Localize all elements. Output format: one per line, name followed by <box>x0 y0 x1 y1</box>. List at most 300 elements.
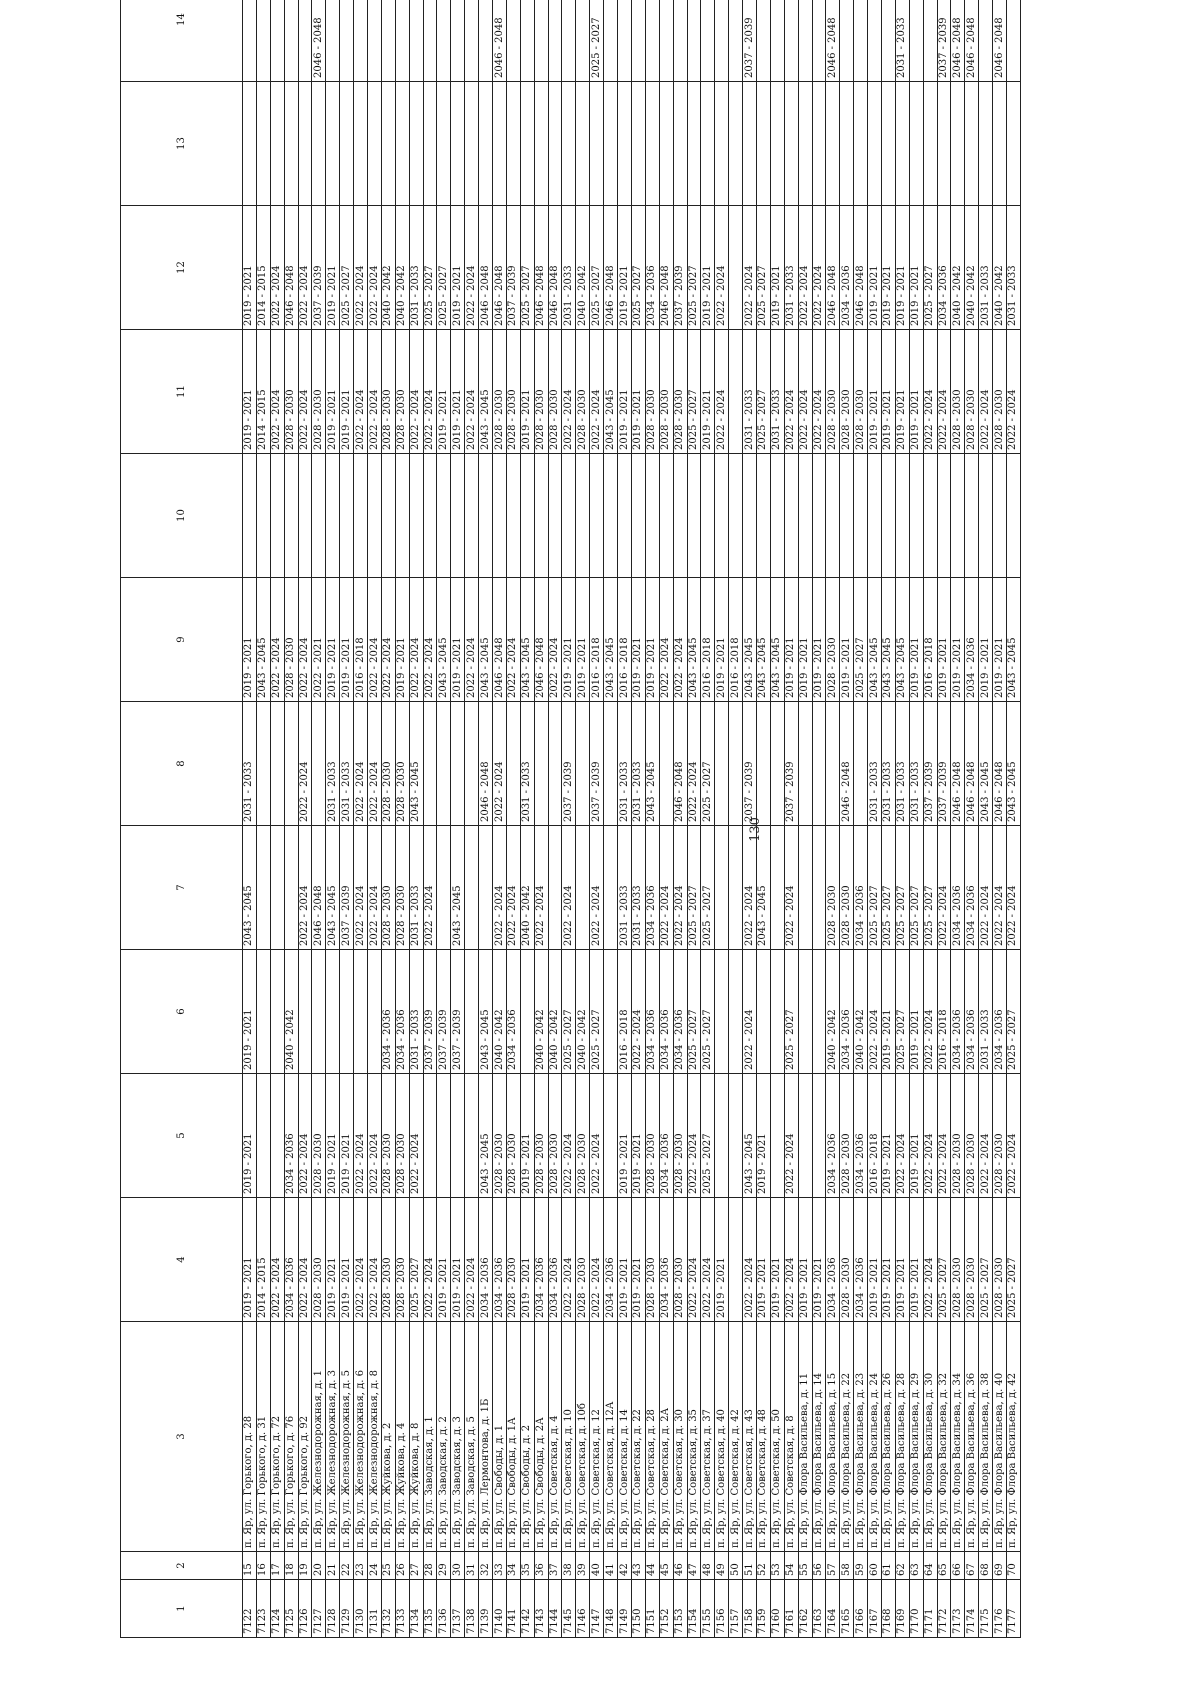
period-cell: 2016 - 2018 <box>618 950 632 1074</box>
period-cell: 2022 - 2024 <box>298 1198 312 1322</box>
period-cell: 2016 - 2018 <box>701 578 715 702</box>
period-cell: 2022 - 2024 <box>423 330 437 454</box>
period-cell: 2034 - 2036 <box>659 950 673 1074</box>
period-cell <box>798 454 812 578</box>
table-row <box>687 0 701 1638</box>
period-cell <box>465 0 479 82</box>
table-row <box>868 0 882 1638</box>
period-cell: 2022 - 2024 <box>673 578 687 702</box>
period-cell <box>270 702 284 826</box>
period-cell: 2019 - 2021 <box>451 578 465 702</box>
period-cell: 2019 - 2021 <box>520 1198 534 1322</box>
period-cell: 2022 - 2024 <box>270 578 284 702</box>
period-cell: 2043 - 2045 <box>604 330 618 454</box>
period-cell: 2031 - 2033 <box>243 702 257 826</box>
schedule-table <box>120 0 1021 1638</box>
period-cell: 2031 - 2033 <box>979 206 993 330</box>
row-number-cell: 51 <box>743 1552 757 1580</box>
period-cell <box>354 454 368 578</box>
period-cell: 2022 - 2024 <box>979 826 993 950</box>
period-cell <box>715 0 729 82</box>
table-row <box>534 0 548 1638</box>
period-cell: 2025 - 2027 <box>701 1074 715 1198</box>
table-row <box>451 0 465 1638</box>
period-cell: 2046 - 2048 <box>534 206 548 330</box>
period-cell: 2031 - 2033 <box>979 950 993 1074</box>
row-number-cell: 46 <box>673 1552 687 1580</box>
period-cell: 2028 - 2030 <box>284 578 298 702</box>
period-cell: 2022 - 2024 <box>687 1198 701 1322</box>
address-cell: п. Яр, ул. Свободы, д. 2 <box>520 1322 534 1552</box>
period-cell: 2019 - 2021 <box>979 578 993 702</box>
period-cell <box>965 82 979 206</box>
row-number-cell: 35 <box>520 1552 534 1580</box>
period-cell: 2031 - 2033 <box>326 702 340 826</box>
table-row <box>812 0 826 1638</box>
period-cell: 2037 - 2039 <box>340 826 354 950</box>
period-cell <box>368 950 382 1074</box>
address-cell: п. Яр, ул. Свободы, д. 1 <box>493 1322 507 1552</box>
table-row <box>326 0 340 1638</box>
table-row <box>368 0 382 1638</box>
period-cell <box>631 82 645 206</box>
period-cell <box>826 82 840 206</box>
period-cell <box>854 82 868 206</box>
period-cell: 2046 - 2048 <box>951 702 965 826</box>
period-cell: 2019 - 2021 <box>895 1198 909 1322</box>
row-number-cell: 47 <box>687 1552 701 1580</box>
period-cell <box>937 454 951 578</box>
table-row <box>909 0 923 1638</box>
period-cell: 2022 - 2024 <box>673 826 687 950</box>
period-cell <box>423 1074 437 1198</box>
table-row <box>298 0 312 1638</box>
period-cell <box>784 82 798 206</box>
period-cell <box>618 0 632 82</box>
period-cell: 2046 - 2048 <box>993 702 1007 826</box>
period-cell <box>784 0 798 82</box>
period-cell: 2025 - 2027 <box>895 950 909 1074</box>
period-cell: 2034 - 2036 <box>506 950 520 1074</box>
period-cell: 2028 - 2030 <box>312 330 326 454</box>
period-cell: 2034 - 2036 <box>493 1198 507 1322</box>
period-cell <box>284 702 298 826</box>
period-cell <box>243 82 257 206</box>
period-cell <box>256 950 270 1074</box>
period-cell: 2019 - 2021 <box>631 578 645 702</box>
period-cell <box>576 454 590 578</box>
period-cell <box>645 82 659 206</box>
address-cell: п. Яр, ул. Советская, д. 48 <box>756 1322 770 1552</box>
period-cell: 2022 - 2024 <box>784 826 798 950</box>
period-cell <box>465 454 479 578</box>
row-number-cell: 54 <box>784 1552 798 1580</box>
period-cell: 2014 - 2015 <box>256 330 270 454</box>
address-cell: п. Яр, ул. Горького, д. 28 <box>243 1322 257 1552</box>
table-row <box>409 0 423 1638</box>
row-id-cell: 7158 <box>743 1580 757 1638</box>
column-header: 9 <box>121 578 243 702</box>
period-cell: 2019 - 2021 <box>770 1198 784 1322</box>
period-cell: 2028 - 2030 <box>673 330 687 454</box>
period-cell: 2031 - 2033 <box>340 702 354 826</box>
period-cell: 2037 - 2039 <box>451 950 465 1074</box>
period-cell: 2031 - 2033 <box>618 826 632 950</box>
row-number-cell: 17 <box>270 1552 284 1580</box>
period-cell: 2046 - 2048 <box>965 702 979 826</box>
address-cell: п. Яр, ул. Флора Васильева, д. 38 <box>979 1322 993 1552</box>
period-cell: 2022 - 2024 <box>687 1074 701 1198</box>
period-cell: 2019 - 2021 <box>631 330 645 454</box>
period-cell: 2043 - 2045 <box>479 1074 493 1198</box>
table-row <box>604 0 618 1638</box>
period-cell: 2022 - 2024 <box>409 330 423 454</box>
period-cell: 2016 - 2018 <box>590 578 604 702</box>
period-cell: 2034 - 2036 <box>659 1198 673 1322</box>
period-cell: 2043 - 2045 <box>479 330 493 454</box>
row-number-cell: 29 <box>437 1552 451 1580</box>
table-row <box>784 0 798 1638</box>
address-cell: п. Яр, ул. Заводская, д. 3 <box>451 1322 465 1552</box>
address-cell: п. Яр, ул. Железнодорожная, д. 3 <box>326 1322 340 1552</box>
period-cell: 2037 - 2039 <box>937 702 951 826</box>
period-cell: 2028 - 2030 <box>312 1074 326 1198</box>
table-row <box>715 0 729 1638</box>
period-cell <box>256 82 270 206</box>
address-cell: п. Яр, ул. Советская, д. 35 <box>687 1322 701 1552</box>
period-cell: 2019 - 2021 <box>520 330 534 454</box>
period-cell: 2014 - 2015 <box>256 206 270 330</box>
period-cell: 2022 - 2024 <box>493 826 507 950</box>
period-cell <box>312 702 326 826</box>
period-cell: 2028 - 2030 <box>951 1074 965 1198</box>
period-cell: 2028 - 2030 <box>395 1074 409 1198</box>
header-row <box>121 0 243 1638</box>
period-cell <box>368 0 382 82</box>
period-cell: 2046 - 2048 <box>493 0 507 82</box>
period-cell: 2019 - 2021 <box>520 1074 534 1198</box>
period-cell <box>493 454 507 578</box>
period-cell <box>604 950 618 1074</box>
period-cell: 2043 - 2045 <box>743 578 757 702</box>
period-cell <box>631 454 645 578</box>
period-cell: 2043 - 2045 <box>243 826 257 950</box>
period-cell: 2022 - 2024 <box>298 330 312 454</box>
period-cell: 2034 - 2036 <box>534 1198 548 1322</box>
period-cell: 2019 - 2021 <box>798 1198 812 1322</box>
address-cell: п. Яр, ул. Советская, д. 30 <box>673 1322 687 1552</box>
period-cell: 2037 - 2039 <box>506 206 520 330</box>
address-cell: п. Яр, ул. Флора Васильева, д. 22 <box>840 1322 854 1552</box>
period-cell <box>312 950 326 1074</box>
period-cell <box>979 82 993 206</box>
period-cell: 2022 - 2024 <box>506 578 520 702</box>
period-cell <box>673 0 687 82</box>
row-id-cell: 7151 <box>645 1580 659 1638</box>
row-id-cell: 7177 <box>1006 1580 1020 1638</box>
table-row <box>270 0 284 1638</box>
period-cell: 2034 - 2036 <box>826 1198 840 1322</box>
period-cell: 2016 - 2018 <box>354 578 368 702</box>
period-cell: 2019 - 2021 <box>243 1198 257 1322</box>
row-id-cell: 7169 <box>895 1580 909 1638</box>
period-cell: 2022 - 2024 <box>1006 826 1020 950</box>
period-cell: 2019 - 2021 <box>756 1074 770 1198</box>
period-cell: 2031 - 2033 <box>618 702 632 826</box>
period-cell: 2019 - 2021 <box>909 330 923 454</box>
period-cell <box>437 826 451 950</box>
period-cell: 2019 - 2021 <box>326 330 340 454</box>
period-cell <box>715 454 729 578</box>
period-cell: 2028 - 2030 <box>395 826 409 950</box>
period-cell: 2022 - 2024 <box>631 950 645 1074</box>
period-cell: 2043 - 2045 <box>256 578 270 702</box>
row-number-cell: 33 <box>493 1552 507 1580</box>
period-cell: 2022 - 2024 <box>506 826 520 950</box>
period-cell <box>770 82 784 206</box>
period-cell: 2022 - 2024 <box>354 330 368 454</box>
period-cell: 2028 - 2030 <box>381 702 395 826</box>
row-number-cell: 69 <box>993 1552 1007 1580</box>
period-cell <box>645 454 659 578</box>
period-cell <box>659 0 673 82</box>
row-number-cell: 62 <box>895 1552 909 1580</box>
address-cell: п. Яр, ул. Советская, д. 42 <box>729 1322 743 1552</box>
period-cell: 2043 - 2045 <box>326 826 340 950</box>
period-cell <box>729 206 743 330</box>
period-cell <box>381 0 395 82</box>
address-cell: п. Яр, ул. Советская, д. 12А <box>604 1322 618 1552</box>
period-cell <box>895 82 909 206</box>
row-id-cell: 7133 <box>395 1580 409 1638</box>
period-cell: 2019 - 2021 <box>701 330 715 454</box>
row-id-cell: 7138 <box>465 1580 479 1638</box>
period-cell: 2028 - 2030 <box>312 1198 326 1322</box>
period-cell <box>243 0 257 82</box>
row-number-cell: 57 <box>826 1552 840 1580</box>
row-id-cell: 7160 <box>770 1580 784 1638</box>
period-cell: 2031 - 2033 <box>631 826 645 950</box>
period-cell: 2031 - 2033 <box>770 330 784 454</box>
row-id-cell: 7155 <box>701 1580 715 1638</box>
period-cell <box>562 0 576 82</box>
column-header: 11 <box>121 330 243 454</box>
column-header: 6 <box>121 950 243 1074</box>
period-cell: 2040 - 2042 <box>576 206 590 330</box>
period-cell <box>312 454 326 578</box>
period-cell <box>673 82 687 206</box>
row-id-cell: 7128 <box>326 1580 340 1638</box>
period-cell: 2022 - 2024 <box>937 826 951 950</box>
period-cell <box>256 1074 270 1198</box>
period-cell: 2022 - 2021 <box>312 578 326 702</box>
period-cell: 2019 - 2021 <box>618 330 632 454</box>
period-cell <box>798 82 812 206</box>
row-id-cell: 7124 <box>270 1580 284 1638</box>
table-row <box>284 0 298 1638</box>
row-id-cell: 7136 <box>437 1580 451 1638</box>
period-cell <box>798 702 812 826</box>
period-cell: 2019 - 2021 <box>631 1074 645 1198</box>
period-cell <box>520 0 534 82</box>
address-cell: п. Яр, ул. Советская, д. 37 <box>701 1322 715 1552</box>
period-cell: 2022 - 2024 <box>743 206 757 330</box>
period-cell: 2019 - 2021 <box>326 578 340 702</box>
column-header: 7 <box>121 826 243 950</box>
row-id-cell: 7122 <box>243 1580 257 1638</box>
row-id-cell: 7168 <box>881 1580 895 1638</box>
period-cell <box>395 0 409 82</box>
period-cell <box>534 702 548 826</box>
period-cell: 2019 - 2021 <box>576 578 590 702</box>
period-cell <box>604 82 618 206</box>
period-cell: 2031 - 2033 <box>520 702 534 826</box>
row-number-cell: 41 <box>604 1552 618 1580</box>
period-cell: 2040 - 2042 <box>520 826 534 950</box>
period-cell <box>270 826 284 950</box>
period-cell <box>729 950 743 1074</box>
period-cell: 2022 - 2024 <box>1006 330 1020 454</box>
row-number-cell: 49 <box>715 1552 729 1580</box>
period-cell: 2028 - 2030 <box>576 1198 590 1322</box>
period-cell <box>909 0 923 82</box>
table-row <box>395 0 409 1638</box>
row-id-cell: 7164 <box>826 1580 840 1638</box>
period-cell: 2019 - 2021 <box>756 1198 770 1322</box>
period-cell <box>770 1074 784 1198</box>
period-cell: 2043 - 2045 <box>770 578 784 702</box>
schedule-table-container <box>120 13 1144 1638</box>
period-cell: 2019 - 2021 <box>340 330 354 454</box>
address-cell: п. Яр, ул. Советская, д. 12 <box>590 1322 604 1552</box>
row-id-cell: 7127 <box>312 1580 326 1638</box>
row-id-cell: 7134 <box>409 1580 423 1638</box>
period-cell <box>979 454 993 578</box>
period-cell: 2019 - 2021 <box>618 1074 632 1198</box>
row-id-cell: 7129 <box>340 1580 354 1638</box>
period-cell <box>270 1074 284 1198</box>
period-cell <box>923 0 937 82</box>
address-cell: п. Яр, ул. Флора Васильева, д. 42 <box>1006 1322 1020 1552</box>
table-row <box>756 0 770 1638</box>
table-row <box>506 0 520 1638</box>
period-cell: 2016 - 2018 <box>937 950 951 1074</box>
period-cell: 2022 - 2024 <box>381 578 395 702</box>
table-row <box>923 0 937 1638</box>
row-number-cell: 34 <box>506 1552 520 1580</box>
period-cell <box>798 1074 812 1198</box>
period-cell: 2025 - 2027 <box>687 950 701 1074</box>
period-cell <box>284 454 298 578</box>
table-row <box>618 0 632 1638</box>
period-cell <box>340 82 354 206</box>
period-cell: 2022 - 2024 <box>923 950 937 1074</box>
period-cell: 2022 - 2024 <box>368 1074 382 1198</box>
period-cell: 2028 - 2030 <box>965 1198 979 1322</box>
row-number-cell: 68 <box>979 1552 993 1580</box>
period-cell <box>326 950 340 1074</box>
period-cell: 2019 - 2021 <box>340 578 354 702</box>
period-cell <box>256 826 270 950</box>
address-cell: п. Яр, ул. Жуйкова, д. 2 <box>381 1322 395 1552</box>
row-number-cell: 67 <box>965 1552 979 1580</box>
period-cell: 2022 - 2024 <box>423 1198 437 1322</box>
period-cell: 2022 - 2024 <box>715 330 729 454</box>
period-cell: 2028 - 2030 <box>534 330 548 454</box>
period-cell: 2019 - 2021 <box>437 330 451 454</box>
table-row <box>951 0 965 1638</box>
period-cell <box>437 702 451 826</box>
period-cell: 2040 - 2042 <box>493 950 507 1074</box>
period-cell: 2016 - 2018 <box>868 1074 882 1198</box>
period-cell: 2028 - 2030 <box>645 1198 659 1322</box>
period-cell: 2022 - 2024 <box>993 826 1007 950</box>
table-row <box>256 0 270 1638</box>
row-id-cell: 7161 <box>784 1580 798 1638</box>
period-cell <box>729 1198 743 1322</box>
period-cell <box>659 454 673 578</box>
period-cell: 2025 - 2027 <box>631 206 645 330</box>
period-cell: 2028 - 2030 <box>826 826 840 950</box>
row-id-cell: 7144 <box>548 1580 562 1638</box>
period-cell <box>548 0 562 82</box>
period-cell <box>715 1074 729 1198</box>
period-cell <box>451 454 465 578</box>
period-cell <box>354 0 368 82</box>
period-cell <box>340 454 354 578</box>
table-row <box>979 0 993 1638</box>
period-cell: 2019 - 2021 <box>243 1074 257 1198</box>
period-cell <box>687 0 701 82</box>
row-id-cell: 7148 <box>604 1580 618 1638</box>
period-cell: 2028 - 2030 <box>506 330 520 454</box>
row-id-cell: 7153 <box>673 1580 687 1638</box>
period-cell <box>312 82 326 206</box>
column-header: 4 <box>121 1198 243 1322</box>
period-cell <box>923 454 937 578</box>
period-cell: 2019 - 2021 <box>909 206 923 330</box>
row-number-cell: 60 <box>868 1552 882 1580</box>
row-id-cell: 7166 <box>854 1580 868 1638</box>
period-cell <box>868 0 882 82</box>
period-cell <box>756 950 770 1074</box>
period-cell: 2028 - 2030 <box>576 1074 590 1198</box>
period-cell <box>673 454 687 578</box>
period-cell: 2025 - 2027 <box>590 206 604 330</box>
period-cell <box>812 1074 826 1198</box>
period-cell <box>951 82 965 206</box>
period-cell <box>923 82 937 206</box>
period-cell <box>798 950 812 1074</box>
period-cell <box>270 82 284 206</box>
period-cell: 2025 - 2027 <box>1006 950 1020 1074</box>
address-cell: п. Яр, ул. Железнодорожная, д. 6 <box>354 1322 368 1552</box>
row-id-cell: 7146 <box>576 1580 590 1638</box>
row-id-cell: 7141 <box>506 1580 520 1638</box>
period-cell <box>479 0 493 82</box>
period-cell <box>812 702 826 826</box>
period-cell: 2028 - 2030 <box>659 330 673 454</box>
period-cell: 2022 - 2024 <box>368 330 382 454</box>
period-cell: 2043 - 2045 <box>1006 578 1020 702</box>
table-row <box>826 0 840 1638</box>
row-id-cell: 7152 <box>659 1580 673 1638</box>
period-cell <box>784 454 798 578</box>
row-number-cell: 30 <box>451 1552 465 1580</box>
period-cell: 2022 - 2024 <box>368 1198 382 1322</box>
address-cell: п. Яр, ул. Свободы, д. 2А <box>534 1322 548 1552</box>
address-cell: п. Яр, ул. Жуйкова, д. 8 <box>409 1322 423 1552</box>
